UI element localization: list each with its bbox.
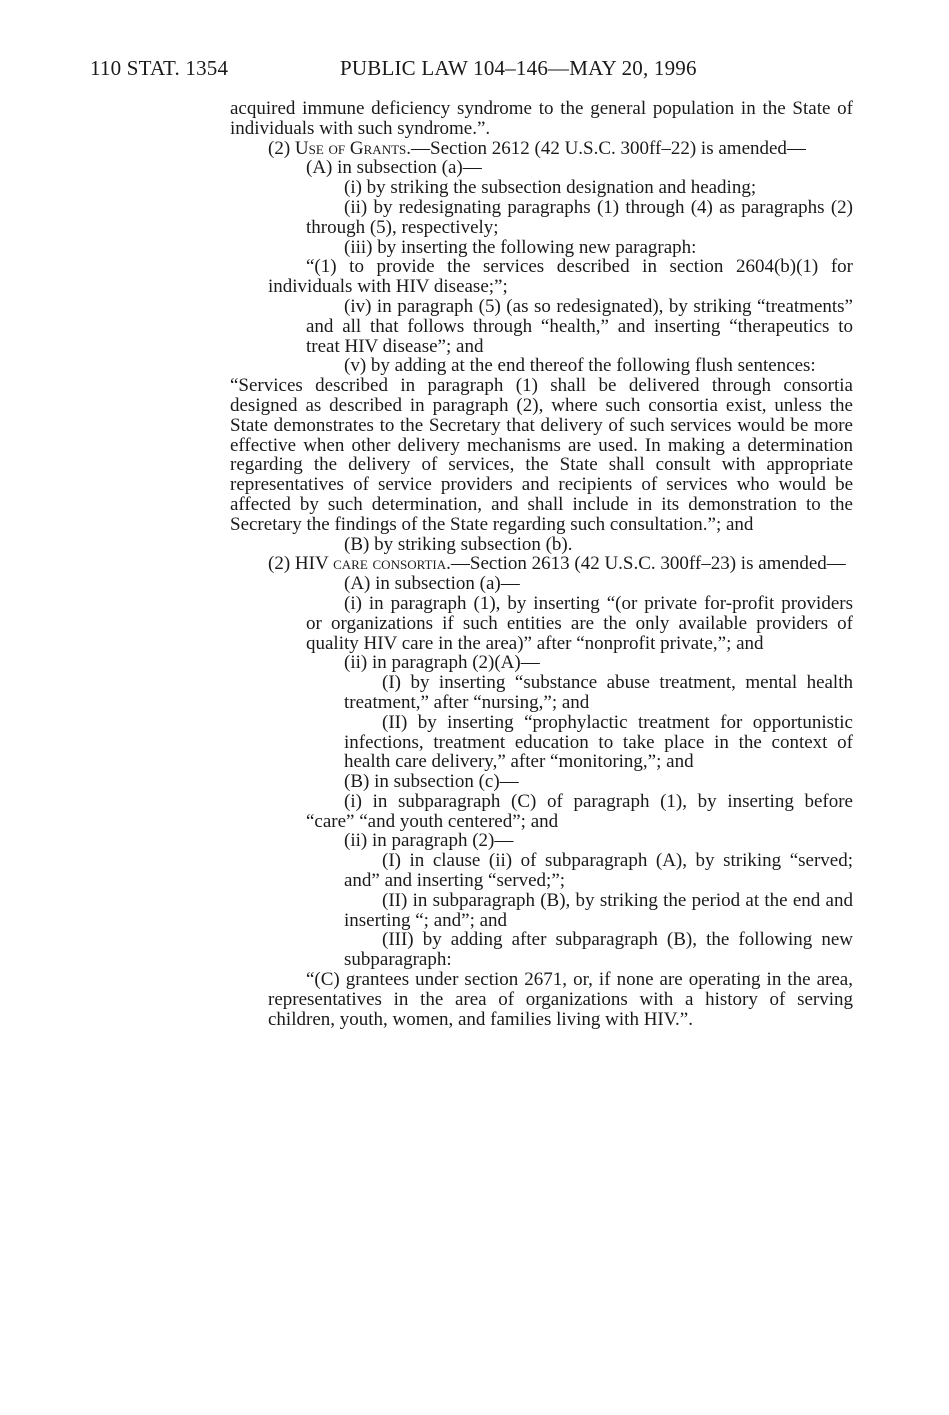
- paragraph: (I) in clause (ii) of subparagraph (A), by striking “served; and” and inserting “served;”;: [344, 850, 853, 892]
- body-text: [230, 99, 853, 1029]
- paragraph: (i) in subparagraph (C) of paragraph (1), by inserting before “care” “and youth centered”; and: [306, 790, 853, 832]
- paragraph: (I) by inserting “substance abuse treatment, mental health treatment,” after “nursing,”; and: [344, 672, 853, 713]
- paragraph: (ii) by redesignating paragraphs (1) through (4) as paragraphs (2) through (5), respectively;: [306, 196, 853, 238]
- paragraph: “(C) grantees under section 2671, or, if none are operating in the area, representatives in the area of organizations with a history of serving children, youth, women, and families living with HIV.”.: [268, 969, 853, 1030]
- paragraph: (A) in subsection (a)—: [344, 573, 520, 595]
- paragraph: (III) by adding after subparagraph (B), the following new subparagraph:: [344, 929, 853, 971]
- paragraph: (2) HIV care consortia.—Section 2613 (42 U.S.C. 300ff–23) is amended—: [268, 553, 846, 575]
- statute-citation: 110 STAT. 1354: [90, 56, 229, 80]
- paragraph: (B) in subsection (c)—: [344, 771, 519, 793]
- paragraph: (II) by inserting “prophylactic treatment for opportunistic infections, treatment education to take place in the context of health care delivery,” after “monitoring,”; and: [344, 711, 853, 773]
- paragraph: (v) by adding at the end thereof the following flush sentences:: [344, 355, 816, 377]
- paragraph: (A) in subsection (a)—: [306, 157, 482, 179]
- paragraph: acquired immune deficiency syndrome to the general population in the State of individuals with such syndrome.”.: [230, 98, 853, 139]
- paragraph: (B) by striking subsection (b).: [344, 533, 573, 555]
- paragraph: (iv) in paragraph (5) (as so redesignated), by striking “treatments” and all that follows through “health,” and inserting “therapeutics to treat HIV disease”; and: [306, 295, 853, 357]
- paragraph: “Services described in paragraph (1) shall be delivered through consortia designed as described in paragraph (2), where such consortia exist, unless the State demonstrates to the Secretary that delivery of such services would be more effective when other delivery mechanisms are used. In making a determination regarding the delivery of services, the State shall consult with appropriate representatives of service providers and recipients of services who would be affected by such determination, and shall include in its demonstration to the Secretary the findings of the State regarding such consultation.”; and: [230, 375, 853, 535]
- paragraph: (ii) in paragraph (2)(A)—: [344, 652, 540, 674]
- paragraph: (iii) by inserting the following new paragraph:: [344, 236, 697, 258]
- paragraph: (2) Use of Grants.—Section 2612 (42 U.S.C. 300ff–22) is amended—: [268, 137, 806, 159]
- paragraph: (II) in subparagraph (B), by striking the period at the end and inserting “; and”; and: [344, 889, 853, 931]
- paragraph: (ii) in paragraph (2)—: [344, 830, 514, 852]
- paragraph: (i) in paragraph (1), by inserting “(or private for-profit providers or organizations if such entities are the only available providers of quality HIV care in the area)” after “nonprofit private,”; and: [306, 592, 853, 654]
- paragraph: (i) by striking the subsection designation and heading;: [344, 177, 757, 199]
- running-head: PUBLIC LAW 104–146—MAY 20, 1996: [340, 56, 697, 80]
- paragraph: “(1) to provide the services described in section 2604(b)(1) for individuals with HIV disease;”;: [268, 256, 853, 298]
